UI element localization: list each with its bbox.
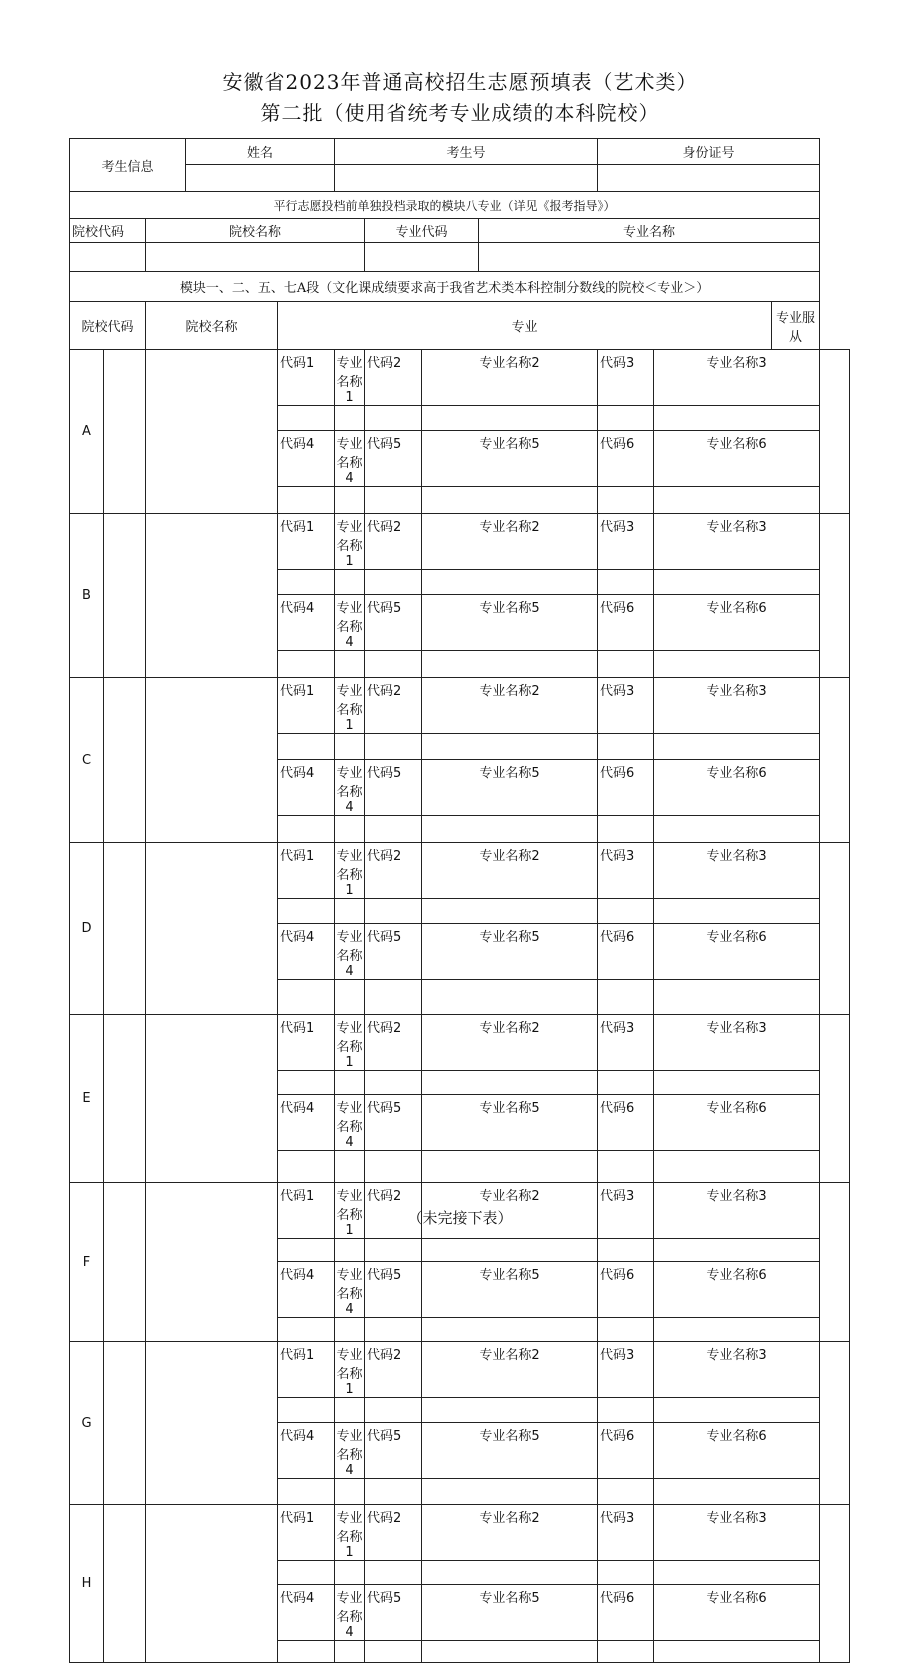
choice-letter: C (70, 678, 104, 843)
choice-A-major-code-field[interactable] (365, 406, 422, 431)
choice-A-major-code-field[interactable] (365, 487, 422, 514)
choice-H-major-name-label: 专业名称4 (335, 1585, 365, 1641)
choice-D-major-name-label: 专业名称3 (654, 843, 820, 899)
choice-A-major-name-field[interactable] (335, 406, 365, 431)
form-subtitle: 第二批（使用省统考专业成绩的本科院校） (260, 101, 660, 125)
choice-D-major-code-label: 代码5 (365, 924, 422, 980)
choice-F-major-code-field[interactable] (598, 1318, 654, 1342)
choice-H-major-name-field[interactable] (335, 1561, 365, 1585)
choice-H-major-name-label: 专业名称2 (422, 1505, 598, 1561)
choice-H-major-code-label: 代码1 (278, 1505, 335, 1561)
choice-school-name-field[interactable] (146, 1015, 278, 1183)
choice-D-major-name-label: 专业名称4 (335, 924, 365, 980)
choice-H-major-code-field[interactable] (598, 1561, 654, 1585)
choice-H-major-name-field[interactable] (422, 1641, 598, 1663)
module8-major-name-field[interactable] (479, 243, 820, 272)
choice-G-major-code-field[interactable] (278, 1398, 335, 1423)
choice-C-major-code-label: 代码3 (598, 678, 654, 734)
module8-school-code-field[interactable] (70, 243, 146, 272)
choice-C-major-code-label: 代码5 (365, 760, 422, 816)
choice-G-major-name-label: 专业名称1 (335, 1342, 365, 1398)
choice-D-major-name-label: 专业名称2 (422, 843, 598, 899)
choice-F-major-name-label: 专业名称3 (654, 1183, 820, 1239)
module1-school-code-header: 院校代码 (70, 302, 146, 350)
choice-A-major-name-label: 专业名称4 (335, 431, 365, 487)
choice-F-major-code-field[interactable] (278, 1318, 335, 1342)
choice-G-major-name-field[interactable] (335, 1398, 365, 1423)
choice-E-major-name-label: 专业名称3 (654, 1015, 820, 1071)
choice-F-major-name-field[interactable] (335, 1239, 365, 1262)
choice-letter: F (70, 1183, 104, 1342)
choice-school-code-field[interactable] (104, 1505, 146, 1663)
major-obey-label-line2: 从 (789, 329, 803, 345)
choice-letter: D (70, 843, 104, 1015)
choice-B-major-code-field[interactable] (598, 570, 654, 595)
choice-E-major-code-label: 代码5 (365, 1095, 422, 1151)
choice-C-major-code-label: 代码6 (598, 760, 654, 816)
choice-E-major-name-label: 专业名称1 (335, 1015, 365, 1071)
choice-A-major-code-label: 代码4 (278, 431, 335, 487)
choice-C-major-code-label: 代码2 (365, 678, 422, 734)
choice-H-major-code-label: 代码5 (365, 1585, 422, 1641)
choice-C-major-name-field[interactable] (422, 816, 598, 843)
choice-C-major-code-label: 代码1 (278, 678, 335, 734)
choice-D-major-code-field[interactable] (278, 980, 335, 1015)
choice-H-major-name-label: 专业名称5 (422, 1585, 598, 1641)
choice-G-major-name-field[interactable] (654, 1479, 820, 1505)
choice-H-major-name-field[interactable] (654, 1641, 820, 1663)
choice-H-major-name-label: 专业名称3 (654, 1505, 820, 1561)
choice-F-major-name-field[interactable] (422, 1239, 598, 1262)
module8-major-name-header: 专业名称 (479, 219, 820, 243)
choice-letter: E (70, 1015, 104, 1183)
choice-A-major-code-field[interactable] (598, 406, 654, 431)
choice-G-major-name-label: 专业名称3 (654, 1342, 820, 1398)
choice-F-major-code-label: 代码6 (598, 1262, 654, 1318)
choice-C-major-name-field[interactable] (422, 734, 598, 760)
choice-F-major-name-field[interactable] (654, 1318, 820, 1342)
choice-E-major-name-field[interactable] (654, 1151, 820, 1183)
choice-H-major-code-label: 代码4 (278, 1585, 335, 1641)
choice-G-major-code-field[interactable] (598, 1479, 654, 1505)
choice-F-major-name-label: 专业名称1 (335, 1183, 365, 1239)
choice-B-major-code-label: 代码2 (365, 514, 422, 570)
choice-D-major-code-field[interactable] (365, 899, 422, 924)
choice-D-major-name-field[interactable] (422, 899, 598, 924)
choice-H-major-code-field[interactable] (598, 1641, 654, 1663)
choice-A-major-name-field[interactable] (422, 406, 598, 431)
choice-F-major-code-label: 代码2 (365, 1183, 422, 1239)
choice-C-major-name-label: 专业名称6 (654, 760, 820, 816)
choice-B-major-name-field[interactable] (422, 651, 598, 678)
choice-D-major-code-label: 代码4 (278, 924, 335, 980)
exam-number-field[interactable] (335, 165, 598, 192)
choice-A-major-code-field[interactable] (278, 487, 335, 514)
choice-major-obey-field[interactable] (820, 1505, 850, 1663)
choice-D-major-name-label: 专业名称5 (422, 924, 598, 980)
choice-C-major-name-field[interactable] (335, 734, 365, 760)
choice-A-major-name-field[interactable] (654, 406, 820, 431)
choice-E-major-name-field[interactable] (335, 1151, 365, 1183)
choice-school-code-field[interactable] (104, 514, 146, 678)
choice-G-major-code-field[interactable] (598, 1398, 654, 1423)
choice-major-obey-field[interactable] (820, 843, 850, 1015)
choice-school-code-field[interactable] (104, 350, 146, 514)
choice-D-major-code-field[interactable] (278, 899, 335, 924)
choice-F-major-code-label: 代码3 (598, 1183, 654, 1239)
choice-G-major-name-field[interactable] (422, 1398, 598, 1423)
module1-school-name-header: 院校名称 (146, 302, 278, 350)
id-number-field[interactable] (598, 165, 820, 192)
choice-C-major-name-field[interactable] (335, 816, 365, 843)
choice-F-major-code-field[interactable] (598, 1239, 654, 1262)
choice-D-major-code-label: 代码3 (598, 843, 654, 899)
id-number-header: 身份证号 (598, 139, 820, 165)
choice-F-major-name-field[interactable] (654, 1239, 820, 1262)
choice-E-major-code-label: 代码4 (278, 1095, 335, 1151)
module8-school-name-field[interactable] (146, 243, 365, 272)
choice-D-major-name-label: 专业名称6 (654, 924, 820, 980)
choice-B-major-name-label: 专业名称6 (654, 595, 820, 651)
choice-C-major-name-field[interactable] (654, 734, 820, 760)
choice-E-major-code-field[interactable] (598, 1071, 654, 1095)
choice-G-major-code-label: 代码5 (365, 1423, 422, 1479)
choice-B-major-code-field[interactable] (278, 570, 335, 595)
choice-B-major-name-label: 专业名称5 (422, 595, 598, 651)
choice-A-major-code-label: 代码1 (278, 350, 335, 406)
module8-major-code-header: 专业代码 (365, 219, 479, 243)
choice-H-major-name-label: 专业名称6 (654, 1585, 820, 1641)
choice-B-major-name-field[interactable] (422, 570, 598, 595)
choice-major-obey-field[interactable] (820, 350, 850, 514)
choice-H-major-name-field[interactable] (422, 1561, 598, 1585)
choice-G-major-code-label: 代码4 (278, 1423, 335, 1479)
choice-G-major-code-label: 代码2 (365, 1342, 422, 1398)
choice-C-major-code-field[interactable] (278, 816, 335, 843)
choice-G-major-name-field[interactable] (335, 1479, 365, 1505)
choice-E-major-name-label: 专业名称5 (422, 1095, 598, 1151)
choice-F-major-code-label: 代码1 (278, 1183, 335, 1239)
choice-school-name-field[interactable] (146, 843, 278, 1015)
name-field[interactable] (186, 165, 335, 192)
choice-B-major-code-label: 代码1 (278, 514, 335, 570)
choice-letter: H (70, 1505, 104, 1663)
module1-major-header: 专业 (278, 302, 772, 350)
module8-school-name-header: 院校名称 (146, 219, 365, 243)
choice-B-major-code-label: 代码3 (598, 514, 654, 570)
choice-D-major-name-label: 专业名称1 (335, 843, 365, 899)
choice-G-major-code-label: 代码6 (598, 1423, 654, 1479)
choice-F-major-name-label: 专业名称5 (422, 1262, 598, 1318)
choice-H-major-code-field[interactable] (278, 1641, 335, 1663)
choice-A-major-name-label: 专业名称1 (335, 350, 365, 406)
choice-D-major-code-field[interactable] (598, 899, 654, 924)
choice-H-major-code-label: 代码3 (598, 1505, 654, 1561)
continued-note: （未完接下表） (407, 1209, 513, 1227)
choice-E-major-name-field[interactable] (422, 1151, 598, 1183)
choice-G-major-name-field[interactable] (654, 1398, 820, 1423)
choice-E-major-code-field[interactable] (365, 1071, 422, 1095)
choice-G-major-code-field[interactable] (365, 1398, 422, 1423)
choice-G-major-name-label: 专业名称5 (422, 1423, 598, 1479)
choice-A-major-name-field[interactable] (422, 487, 598, 514)
choice-E-major-code-label: 代码6 (598, 1095, 654, 1151)
choice-B-major-name-label: 专业名称1 (335, 514, 365, 570)
choice-B-major-code-field[interactable] (598, 651, 654, 678)
choice-E-major-name-field[interactable] (422, 1071, 598, 1095)
choice-school-code-field[interactable] (104, 678, 146, 843)
choice-A-major-code-label: 代码6 (598, 431, 654, 487)
choice-school-code-field[interactable] (104, 1342, 146, 1505)
choice-school-name-field[interactable] (146, 1342, 278, 1505)
choice-D-major-code-field[interactable] (365, 980, 422, 1015)
choice-A-major-name-field[interactable] (335, 487, 365, 514)
choice-E-major-code-field[interactable] (278, 1071, 335, 1095)
choice-B-major-name-field[interactable] (335, 651, 365, 678)
choice-major-obey-field[interactable] (820, 1015, 850, 1183)
choice-F-major-code-field[interactable] (365, 1318, 422, 1342)
choice-C-major-code-field[interactable] (365, 734, 422, 760)
choice-E-major-code-field[interactable] (598, 1151, 654, 1183)
choice-C-major-code-field[interactable] (598, 734, 654, 760)
choice-major-obey-field[interactable] (820, 1342, 850, 1505)
choice-E-major-name-label: 专业名称6 (654, 1095, 820, 1151)
student-info-label: 考生信息 (70, 139, 186, 192)
choice-H-major-code-label: 代码6 (598, 1585, 654, 1641)
choice-G-major-name-label: 专业名称4 (335, 1423, 365, 1479)
choice-F-major-name-label: 专业名称6 (654, 1262, 820, 1318)
choice-school-name-field[interactable] (146, 514, 278, 678)
choice-B-major-name-label: 专业名称4 (335, 595, 365, 651)
choice-A-major-code-label: 代码2 (365, 350, 422, 406)
module8-school-code-header: 院校代码 (70, 219, 146, 243)
choice-A-major-name-field[interactable] (654, 487, 820, 514)
choice-E-major-code-field[interactable] (278, 1151, 335, 1183)
choice-A-major-code-label: 代码3 (598, 350, 654, 406)
form-title: 安徽省2023年普通高校招生志愿预填表（艺术类） (222, 70, 698, 94)
choice-A-major-name-label: 专业名称6 (654, 431, 820, 487)
choice-B-major-name-field[interactable] (654, 570, 820, 595)
name-header: 姓名 (186, 139, 335, 165)
major-obey-header (772, 302, 820, 350)
choice-D-major-code-field[interactable] (598, 980, 654, 1015)
choice-F-major-code-label: 代码4 (278, 1262, 335, 1318)
choice-G-major-code-field[interactable] (365, 1479, 422, 1505)
choice-G-major-code-label: 代码1 (278, 1342, 335, 1398)
application-form-table (69, 138, 850, 1663)
choice-C-major-name-label: 专业名称5 (422, 760, 598, 816)
choice-school-name-field[interactable] (146, 1505, 278, 1663)
choice-D-major-name-field[interactable] (335, 899, 365, 924)
exam-number-header: 考生号 (335, 139, 598, 165)
module8-header: 平行志愿投档前单独投档录取的模块八专业（详见《报考指导》） (70, 192, 820, 219)
choice-A-major-name-label: 专业名称5 (422, 431, 598, 487)
module8-major-code-field[interactable] (365, 243, 479, 272)
choice-H-major-code-field[interactable] (365, 1561, 422, 1585)
choice-D-major-code-label: 代码1 (278, 843, 335, 899)
choice-D-major-name-field[interactable] (422, 980, 598, 1015)
choice-G-major-name-field[interactable] (422, 1479, 598, 1505)
choice-C-major-name-field[interactable] (654, 816, 820, 843)
choice-A-major-code-label: 代码5 (365, 431, 422, 487)
major-obey-label-line1: 专业服 (776, 310, 816, 326)
choice-C-major-name-label: 专业名称3 (654, 678, 820, 734)
choice-F-major-code-label: 代码5 (365, 1262, 422, 1318)
choice-D-major-name-field[interactable] (654, 899, 820, 924)
choice-school-name-field[interactable] (146, 350, 278, 514)
choice-F-major-name-label: 专业名称4 (335, 1262, 365, 1318)
choice-E-major-code-field[interactable] (365, 1151, 422, 1183)
choice-B-major-code-label: 代码6 (598, 595, 654, 651)
choice-E-major-name-label: 专业名称4 (335, 1095, 365, 1151)
choice-E-major-code-label: 代码2 (365, 1015, 422, 1071)
choice-H-major-code-field[interactable] (365, 1641, 422, 1663)
choice-school-name-field[interactable] (146, 678, 278, 843)
choice-C-major-name-label: 专业名称2 (422, 678, 598, 734)
choice-F-major-code-field[interactable] (365, 1239, 422, 1262)
choice-F-major-name-label: 专业名称2 (422, 1183, 598, 1239)
choice-H-major-code-label: 代码2 (365, 1505, 422, 1561)
choice-H-major-name-label: 专业名称1 (335, 1505, 365, 1561)
choice-C-major-name-label: 专业名称1 (335, 678, 365, 734)
choice-A-major-code-field[interactable] (598, 487, 654, 514)
choice-A-major-code-field[interactable] (278, 406, 335, 431)
choice-B-major-name-field[interactable] (654, 651, 820, 678)
choice-E-major-code-label: 代码1 (278, 1015, 335, 1071)
choice-H-major-code-field[interactable] (278, 1561, 335, 1585)
choice-school-code-field[interactable] (104, 1015, 146, 1183)
choice-C-major-code-field[interactable] (598, 816, 654, 843)
choice-B-major-code-field[interactable] (278, 651, 335, 678)
choice-A-major-name-label: 专业名称3 (654, 350, 820, 406)
choice-G-major-name-label: 专业名称6 (654, 1423, 820, 1479)
choice-E-major-name-field[interactable] (654, 1071, 820, 1095)
choice-G-major-name-label: 专业名称2 (422, 1342, 598, 1398)
choice-B-major-code-label: 代码4 (278, 595, 335, 651)
choice-F-major-name-field[interactable] (422, 1318, 598, 1342)
choice-G-major-code-field[interactable] (278, 1479, 335, 1505)
choice-G-major-code-label: 代码3 (598, 1342, 654, 1398)
choice-H-major-name-field[interactable] (335, 1641, 365, 1663)
choice-F-major-code-field[interactable] (278, 1239, 335, 1262)
module1-header: 模块一、二、五、七A段（文化课成绩要求高于我省艺术类本科控制分数线的院校＜专业＞） (70, 272, 820, 302)
choice-D-major-code-label: 代码2 (365, 843, 422, 899)
choice-C-major-code-field[interactable] (365, 816, 422, 843)
choice-B-major-name-field[interactable] (335, 570, 365, 595)
choice-letter: G (70, 1342, 104, 1505)
choice-B-major-name-label: 专业名称3 (654, 514, 820, 570)
choice-E-major-code-label: 代码3 (598, 1015, 654, 1071)
choice-E-major-name-label: 专业名称2 (422, 1015, 598, 1071)
choice-letter: A (70, 350, 104, 514)
choice-D-major-code-label: 代码6 (598, 924, 654, 980)
choice-H-major-name-field[interactable] (654, 1561, 820, 1585)
choice-D-major-name-field[interactable] (654, 980, 820, 1015)
choice-D-major-name-field[interactable] (335, 980, 365, 1015)
choice-B-major-code-label: 代码5 (365, 595, 422, 651)
choice-A-major-name-label: 专业名称2 (422, 350, 598, 406)
choice-B-major-name-label: 专业名称2 (422, 514, 598, 570)
choice-E-major-name-field[interactable] (335, 1071, 365, 1095)
choice-C-major-code-field[interactable] (278, 734, 335, 760)
choice-F-major-name-field[interactable] (335, 1318, 365, 1342)
choice-letter: B (70, 514, 104, 678)
choice-school-code-field[interactable] (104, 843, 146, 1015)
choice-C-major-name-label: 专业名称4 (335, 760, 365, 816)
choice-C-major-code-label: 代码4 (278, 760, 335, 816)
choice-B-major-code-field[interactable] (365, 570, 422, 595)
choice-major-obey-field[interactable] (820, 678, 850, 843)
choice-B-major-code-field[interactable] (365, 651, 422, 678)
choice-major-obey-field[interactable] (820, 514, 850, 678)
